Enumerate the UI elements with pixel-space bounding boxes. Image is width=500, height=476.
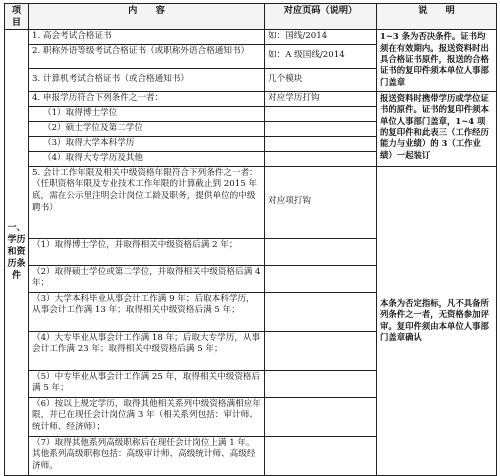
row-content: 2. 职称外语等级考试合格证书（或职称外语合格通知书） (29, 44, 265, 68)
table-row (5, 91, 497, 106)
remark-education: 报送资料时携带学历或学位证书的原件。证书的复印件须本单位人事部门盖章，1~4 项的复印件和此表三（工作经历能力与业绩）的 3（工作业绩）一起装订 (377, 91, 497, 166)
row-page (265, 238, 377, 265)
table-row (5, 166, 497, 238)
row-page (265, 106, 377, 121)
row-content: （2）硕士学位及第二学位 (29, 121, 265, 136)
remark-certificates: 1~3 条为否决条件。证书均须在有效期内。报送资料时出具合格证书原件，报送的合格证书的复印件须本单位人事部门盖章 (377, 30, 497, 92)
row-content: （3）大学本科毕业从事会计工作满 9 年；后取本科学历，从事会计工作满 13 年；取得相关中级资格后满 5 年； (29, 292, 265, 331)
header-item: 项目 (5, 4, 29, 30)
remark-work-years: 本条为否定指标，凡不具备所列条件之一者，无资格参加评审。复印件须由本单位人事部门盖章确认 (377, 166, 497, 475)
row-content: （6）按以上规定学历，取得其他相关系列中级资格满相应年限，并已在现任会计岗位满 3 年（相关系列包括：审计师、统计师、经济师）； (29, 397, 265, 436)
row-content: 4. 申报学历符合下列条件之一者： (29, 91, 265, 106)
qualification-checklist-table (4, 3, 497, 476)
header-remark: 说 明 (377, 4, 497, 30)
row-page (265, 292, 377, 331)
row-page: 几个模块 (265, 68, 377, 91)
header-page: 对应页码（说明） (265, 4, 377, 30)
row-content: （4）取得大专学历及其他 (29, 151, 265, 166)
row-content: （2）取得硕士学位或第二学位，并取得相关中级资格后满 4 年； (29, 265, 265, 292)
row-content: 5. 会计工作年限及相关中级资格年限符合下列条件之一者：（任职资格年限及专业技术工作年限的计算截止到 2015 年底，需在公示里注明会计岗位工龄及职务，提供单位的中级聘书） (29, 166, 265, 238)
row-content: （1）取得博士学位，并取得相关中级资格后满 2 年； (29, 238, 265, 265)
header-content: 内 容 (29, 4, 265, 30)
row-content: （7）取得其他系列高级职称后在现任会计岗位上满 1 年。其他系列高级职称包括：高级审计师、高级统计师、高级经济师。 (29, 436, 265, 475)
row-page: 如：国线/2014 (265, 30, 377, 45)
row-page (265, 151, 377, 166)
row-content: 1. 高会考试合格证书 (29, 30, 265, 45)
table-row (5, 30, 497, 45)
row-content: （5）中专毕业从事会计工作满 25 年，取得相关中级资格后满 5 年； (29, 370, 265, 397)
row-page (265, 397, 377, 436)
row-page (265, 265, 377, 292)
header-row (5, 4, 497, 30)
row-page: 对应学历打钩 (265, 91, 377, 106)
row-page: 如：A 级国线/2014 (265, 44, 377, 68)
category-cell: 一、学历和资历条件 (5, 30, 29, 476)
row-page: 对应项打钩 (265, 166, 377, 238)
row-page (265, 121, 377, 136)
row-content: 3. 计算机考试合格证书（或合格通知书） (29, 68, 265, 91)
row-content: （4）大专毕业从事会计工作满 18 年；后取大专学历，从事会计工作满 23 年；取得相关中级资格后满 5 年； (29, 331, 265, 370)
row-content: （1）取得博士学位 (29, 106, 265, 121)
row-page (265, 136, 377, 151)
row-page (265, 331, 377, 370)
row-content: （3）取得大学本科学历 (29, 136, 265, 151)
row-page (265, 370, 377, 397)
row-page (265, 436, 377, 475)
